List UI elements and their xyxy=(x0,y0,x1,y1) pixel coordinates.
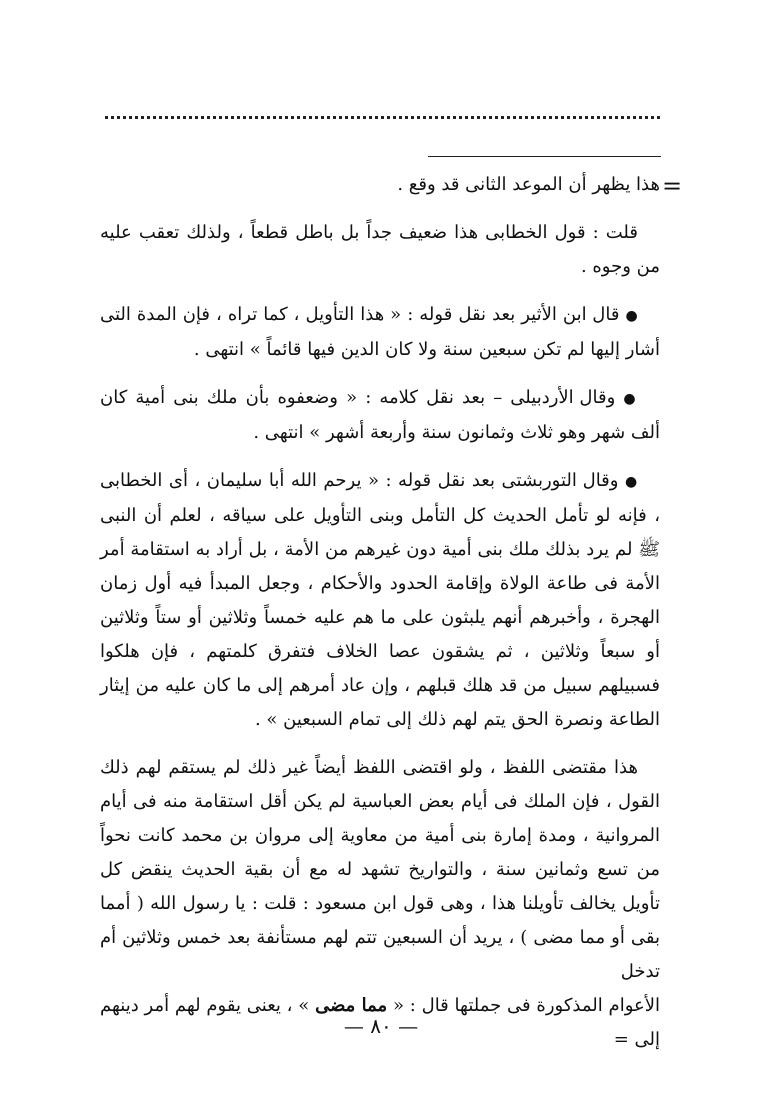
paragraph-5-text: وقال التوربشتى بعد نقل قوله : « يرحم الله أبا سليمان ، أى الخطابى ، فإنه لو تأمل الحديث كل التأمل وبنى التأويل على سياقه ، لعلم أن النبى ﷺ لم يرد بذلك ملك بنى أمية دون غيرهم من الأمة ، بل أراد به استقامة أمر الأمة فى طاعة الولاة وإقامة الحدود والأحكام ، وجعل المبدأ فيه أول زمان الهجرة ، وأخبرهم أنهم يلبثون على ما هم عليه خمساً وثلاثين أو ستاً وثلاثين أو سبعاً وثلاثين ، ثم يشقون عصا الخلاف فتفرق كلمتهم ، فإن هلكوا فسبيلهم سبيل من قد هلك قبلهم ، وإن عاد أمرهم إلى ما كان عليه من إيثار الطاعة ونصرة الحق يتم لهم ذلك إلى تمام السبعين » . xyxy=(100,470,660,730)
final-line-bold: مما مضى xyxy=(315,995,388,1016)
bullet-icon: ● xyxy=(625,308,639,324)
paragraph-4 xyxy=(100,381,660,450)
paragraph-6-text: هذا مقتضى اللفظ ، ولو اقتضى اللفظ أيضاً غير ذلك لم يستقم لهم ذلك القول ، فإن الملك فى أيام بعض العباسية لم يكن أقل استقامة منه فى أيام المروانية ، ومدة إمارة بنى أمية من معاوية إلى مروان بن محمد كانت نحواً من تسع وثمانين سنة ، والتواريخ تشهد له مع أن بقية الحديث ينقض كل تأويل يخالف تأويلنا هذا ، وهى قول ابن مسعود : قلت : يا رسول الله ( أمما بقى أو مما مضى ) ، يريد أن السبعين تتم لهم مستأنفة بعد خمس وثلاثين أم تدخل xyxy=(100,757,660,982)
bullet-icon: ● xyxy=(623,391,639,407)
footnote-text-block xyxy=(100,168,660,1071)
footnote-separator-rule xyxy=(428,156,661,157)
header-dotted-rule xyxy=(105,116,660,119)
paragraph-6 xyxy=(100,751,660,989)
paragraph-1-text: هذا يظهر أن الموعد الثانى قد وقع . xyxy=(397,174,660,195)
paragraph-2-text: قلت : قول الخطابى هذا ضعيف جداً بل باطل قطعاً ، ولذلك تعقب عليه من وجوه . xyxy=(100,222,660,277)
paragraph-4-text: وقال الأردبيلى – بعد نقل كلامه : « وضعفوه بأن ملك بنى أمية كان ألف شهر وهو ثلاث وثمانون سنة وأربعة أشهر » انتهى . xyxy=(100,387,660,443)
page-number: — ٨٠ — xyxy=(343,1014,419,1038)
paragraph-3-text: قال ابن الأثير بعد نقل قوله : « هذا التأويل ، كما تراه ، فإن المدة التى أشار إليها لم تكن سبعين سنة ولا كان الدين فيها قائماً » انتهى . xyxy=(100,304,660,360)
final-line-after: » ، يعنى يقوم لهم أمر دينهم إلى = xyxy=(100,995,660,1050)
paragraph-5 xyxy=(100,464,660,737)
paragraph-2 xyxy=(100,216,660,284)
final-line-before: الأعوام المذكورة فى جملتها قال : « xyxy=(387,995,661,1016)
paragraph-1 xyxy=(100,168,660,202)
bullet-icon: ● xyxy=(624,474,638,490)
paragraph-3 xyxy=(100,298,660,367)
continuation-mark: = xyxy=(662,172,683,200)
